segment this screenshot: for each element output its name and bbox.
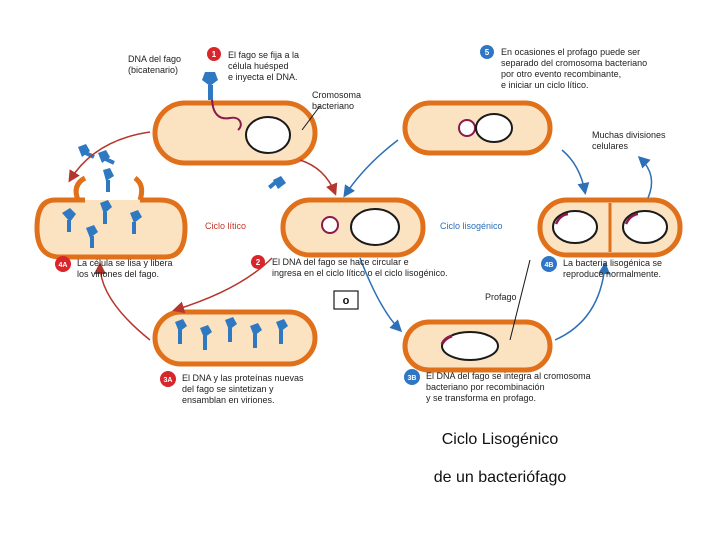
cell-replicating — [155, 312, 315, 364]
step-5-line-1: En ocasiones el profago puede ser — [501, 47, 641, 57]
step-3a-line-3: ensamblan en viriones. — [182, 395, 275, 405]
cell-prophage-integration — [405, 322, 550, 370]
step-1-line-3: e inyecta el DNA. — [228, 72, 298, 82]
or-label: o — [342, 295, 350, 307]
step-4a-line-2: los viriones del fago. — [77, 269, 160, 279]
label-ciclo-lisogenico: Ciclo lisogénico — [440, 221, 503, 231]
step-4b-line-2: reproduce normalmente. — [563, 269, 662, 279]
step-1-line-1: El fago se fija a la — [228, 50, 300, 60]
step-4a-line-1: La célula se lisa y libera — [77, 258, 173, 268]
step-3b-line-2: bacteriano por recombinación — [426, 382, 545, 392]
step-1-number: 1 — [211, 50, 217, 59]
step-5-line-3: por otro evento recombinante, — [501, 69, 622, 79]
step-2 — [251, 255, 448, 278]
cell-infection — [155, 72, 315, 163]
step-3a-line-1: El DNA y las proteínas nuevas — [182, 373, 304, 383]
label-cromosoma-1: Cromosoma — [312, 90, 362, 100]
caption-subtitle: de un bacteriófago — [433, 469, 567, 486]
label-muchas-divisiones-2: celulares — [592, 141, 629, 151]
step-1 — [207, 47, 299, 82]
step-4b-line-1: La bacteria lisogénica se — [563, 258, 663, 268]
step-2-number: 2 — [255, 258, 261, 267]
step-4b — [541, 256, 662, 279]
step-3b-line-1: El DNA del fago se integra al cromosoma — [426, 371, 591, 381]
step-2-line-2: ingresa en el ciclo lítico o el ciclo lisogénico. — [272, 268, 448, 278]
step-4b-number: 4B — [544, 262, 554, 269]
cell-dividing — [540, 200, 680, 255]
step-5-line-4: e iniciar un ciclo lítico. — [501, 80, 589, 90]
or-box — [334, 291, 358, 309]
step-2-line-1: El DNA del fago se hace circular e — [272, 257, 409, 267]
cell-circular-dna — [283, 200, 423, 255]
step-1-line-2: célula huésped — [228, 61, 289, 71]
label-profago: Profago — [485, 292, 517, 302]
step-3b-line-3: y se transforma en profago. — [426, 393, 537, 403]
label-dna-fago-2: (bicatenario) — [128, 65, 179, 75]
step-5-number: 5 — [484, 48, 490, 57]
step-3b — [404, 369, 591, 403]
caption-title: Ciclo Lisogénico — [441, 431, 559, 448]
step-3b-number: 3B — [407, 375, 417, 382]
phage-attached-icon — [202, 72, 218, 100]
step-3a-number: 3A — [163, 377, 173, 384]
cell-excision — [405, 103, 550, 153]
label-dna-fago-1: DNA del fago — [128, 54, 182, 64]
step-5 — [480, 45, 647, 90]
step-5-line-2: separado del cromosoma bacteriano — [501, 58, 648, 68]
cell-lysing — [37, 178, 185, 257]
label-ciclo-litico: Ciclo lítico — [205, 221, 247, 231]
label-muchas-divisiones-1: Muchas divisiones — [592, 130, 666, 140]
step-4a-number: 4A — [58, 262, 68, 269]
label-cromosoma-2: bacteriano — [312, 101, 355, 111]
step-3a — [160, 371, 304, 405]
step-3a-line-2: del fago se sintetizan y — [182, 384, 274, 394]
